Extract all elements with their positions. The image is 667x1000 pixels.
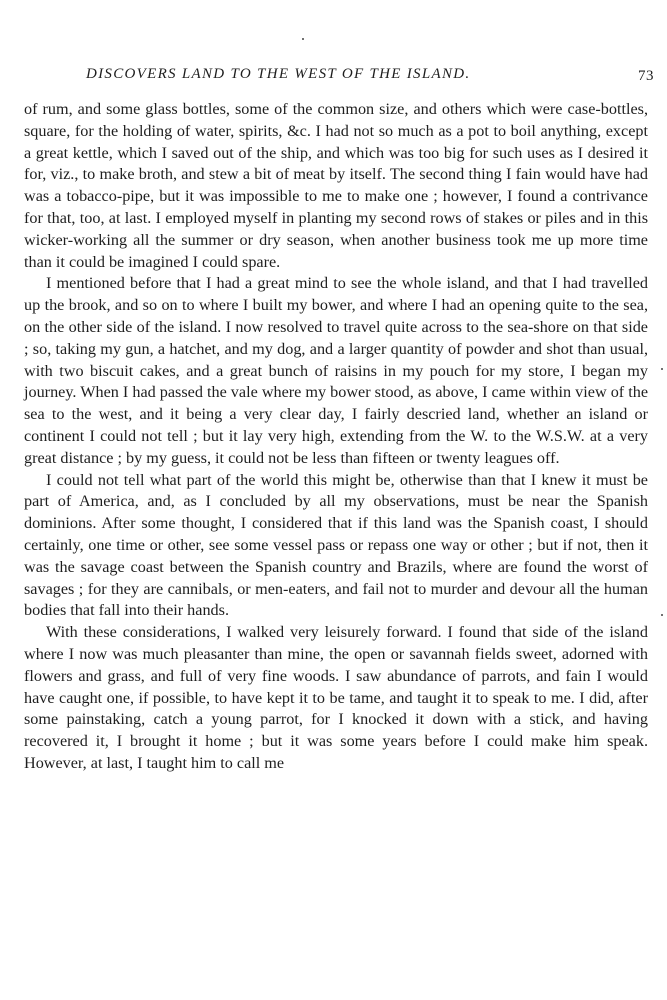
paragraph: of rum, and some glass bottles, some of the common size, and others which were case-bottles, square, for the holding of water, spirits, &c. I had not so much as a pot to boil anything, except a great kettle, which I saved out of the ship, and which was too big for such uses as I desired it for, viz., to make broth, and stew a bit of meat by itself. The second thing I fain would have had was a tobacco-pipe, but it was impossible to me to make one ; however, I found a contrivance for that, too, at last. I employed myself in planting my second rows of stakes or piles and in this wicker-working all the summer or dry season, when another business took me up more time than it could be imagined I could spare. (24, 100, 648, 271)
running-title: DISCOVERS LAND TO THE WEST OF THE ISLAND. (86, 66, 471, 82)
print-speck (302, 38, 304, 40)
paragraph: I could not tell what part of the world this might be, otherwise than that I knew it must be part of America, and, as I concluded by all my observations, must be near the Spanish dominions. After some thought, I considered that if this land was the Spanish coast, I should certainly, one time or other, see some vessel pass or repass one way or other ; but if not, then it was the savage coast between the Spanish country and Brazils, where are found the worst of savages ; for they are cannibals, or men-eaters, and fail not to murder and devour all the human bodies that fall into their hands. (24, 470, 648, 620)
page-number: 73 (638, 68, 654, 84)
paragraph: With these considerations, I walked very leisurely forward. I found that side of the island where I now was much pleasanter than mine, the open or savannah fields sweet, adorned with flowers and grass, and full of very fine woods. I saw abundance of parrots, and fain I would have caught one, if possible, to have kept it to be tame, and taught it to speak to me. I did, after some painstaking, catch a young parrot, for I knocked it down with a stick, and having recovered it, I brought it home ; but it was some years before I could make him speak. However, at last, I taught him to call me (24, 623, 648, 772)
print-speck (661, 614, 663, 616)
running-header (86, 66, 654, 90)
paragraph: I mentioned before that I had a great mind to see the whole island, and that I had travelled up the brook, and so on to where I built my bower, and where I had an opening quite to the sea, on the other side of the island. I now resolved to travel quite across to the sea-shore on that side ; so, taking my gun, a hatchet, and my dog, and a larger quantity of powder and shot than usual, with two biscuit cakes, and a great bunch of raisins in my pouch for my store, I began my journey. When I had passed the vale where my bower stood, as above, I came within view of the sea to the west, and it being a very clear day, I fairly descried land, whether an island or continent I could not tell ; but it lay very high, extending from the W. to the W.S.W. at a very great distance ; by my guess, it could not be less than fifteen or twenty leagues off. (24, 274, 648, 467)
print-speck (661, 368, 663, 370)
body-text (24, 99, 648, 775)
